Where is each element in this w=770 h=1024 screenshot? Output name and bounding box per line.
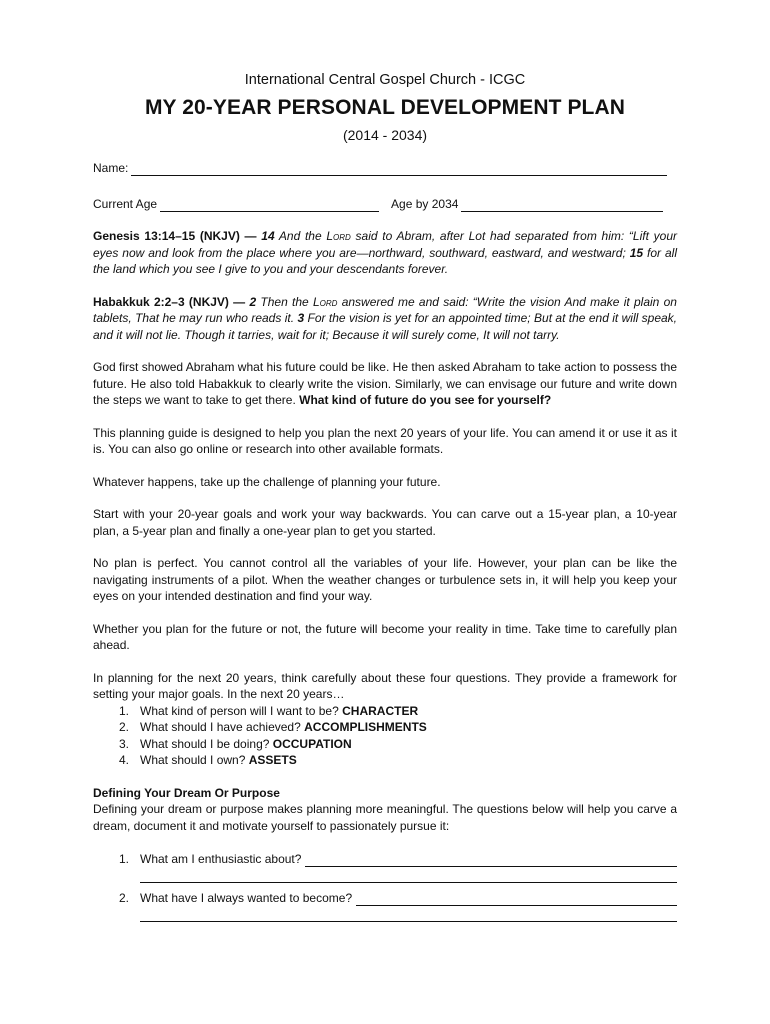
- question-text: What should I own?: [140, 753, 246, 767]
- document-title: MY 20-YEAR PERSONAL DEVELOPMENT PLAN: [144, 96, 626, 119]
- four-questions-list: [93, 703, 677, 769]
- paragraph-four-questions: In planning for the next 20 years, think carefully about these four questions. They provide a framework for setting your major goals. In the next 20 years…: [93, 670, 677, 701]
- habakkuk-passage: [93, 294, 677, 344]
- age-by-field[interactable]: [461, 199, 663, 212]
- document-content: [93, 70, 677, 922]
- list-number: 1.: [118, 703, 129, 718]
- question-text: What kind of person will I want to be?: [140, 703, 339, 718]
- dream-question-2: [93, 889, 677, 906]
- question-tag: ACCOMPLISHMENTS: [304, 720, 427, 734]
- genesis-reference: Genesis 13:14–15 (NKJV) —: [93, 229, 257, 243]
- paragraph-plan-ahead: Whether you plan for the future or not, the future will become your reality in time. Take time to carefully plan ahead.: [93, 621, 677, 652]
- list-item: [93, 703, 677, 720]
- question-text: What should I have achieved?: [140, 720, 301, 734]
- organization-name: International Central Gospel Church - ICGC: [244, 72, 526, 88]
- list-item: [93, 736, 677, 753]
- list-number: 4.: [118, 753, 129, 767]
- paragraph-challenge: Whatever happens, take up the challenge of planning your future.: [93, 474, 441, 489]
- question-text: What should I be doing?: [140, 736, 270, 751]
- genesis-lord: Lord: [326, 229, 351, 243]
- paragraph-no-plan-perfect: No plan is perfect. You cannot control all the variables of your life. However, your plan can be like the navigating instruments of a pilot. When the weather changes or turbulence sets in, it will help you keep your eyes on your intended destination and find your way.: [93, 556, 677, 603]
- current-age-label: Current Age: [93, 196, 158, 211]
- genesis-text-2: for all the land which you see I give to you and your descendants forever.: [93, 245, 677, 276]
- answer-line[interactable]: [305, 854, 677, 867]
- list-number: 3.: [118, 736, 129, 751]
- age-row: [93, 195, 677, 212]
- dream-question-text: What am I enthusiastic about?: [140, 851, 302, 866]
- list-number: 2.: [118, 890, 129, 905]
- question-tag: OCCUPATION: [272, 736, 352, 751]
- paragraph-abraham-text: God first showed Abraham what his future could be like. He then asked Abraham to take action to possess the future. He also told Habakkuk to clearly write the vision. Similarly, we can envisage our future and write down the steps we want to take to get there.: [93, 360, 677, 407]
- dream-question-1: [93, 850, 677, 867]
- name-row: [93, 159, 677, 176]
- list-item: [93, 752, 677, 769]
- paragraph-work-backwards: Start with your 20-year goals and work your way backwards. You can carve out a 15-year plan, a 10-year plan, a 5-year plan and finally a one-year plan to get you started.: [93, 507, 677, 538]
- answer-line-continued[interactable]: [140, 909, 677, 922]
- list-number: 1.: [118, 851, 129, 866]
- verse-number-3: 3: [297, 311, 305, 325]
- habakkuk-reference: Habakkuk 2:2–3 (NKJV) —: [93, 294, 246, 309]
- verse-number-2: 2: [249, 294, 257, 309]
- name-field[interactable]: [131, 163, 667, 176]
- habakkuk-text-1a: Then the: [260, 294, 309, 309]
- list-number: 2.: [118, 720, 129, 734]
- answer-line[interactable]: [356, 893, 677, 906]
- current-age-field[interactable]: [160, 199, 379, 212]
- dream-questions: [93, 850, 677, 922]
- habakkuk-lord: Lord: [312, 294, 338, 309]
- question-tag: ASSETS: [248, 753, 297, 767]
- personal-fields: [93, 159, 677, 212]
- name-label: Name:: [93, 160, 129, 175]
- plan-years: (2014 - 2034): [342, 127, 428, 143]
- question-tag: CHARACTER: [342, 703, 419, 718]
- habakkuk-text-1b: answered me and said: “Write the vision And make it plain on tablets, That he may run who reads it.: [93, 294, 677, 325]
- verse-number-15: 15: [629, 245, 644, 260]
- age-by-label: Age by 2034: [391, 196, 459, 211]
- verse-number-14: 14: [261, 229, 275, 243]
- paragraph-planning-guide: This planning guide is designed to help you plan the next 20 years of your life. You can amend it or use it as it is. You can also go online or research into other available formats.: [93, 425, 677, 456]
- list-item: [93, 719, 677, 736]
- genesis-text-1a: And the: [278, 229, 322, 243]
- genesis-text-1b: said to Abram, after Lot had separated from him: “Lift your eyes now and look from the place where you are—northward, southward, eastward, and westward;: [93, 229, 677, 260]
- section-heading-dream: Defining Your Dream Or Purpose: [93, 785, 280, 800]
- genesis-passage: [93, 228, 677, 278]
- paragraph-abraham-question: What kind of future do you see for yourself?: [299, 393, 552, 407]
- dream-question-text: What have I always wanted to become?: [140, 890, 353, 905]
- paragraph-dream-intro: Defining your dream or purpose makes planning more meaningful. The questions below will help you carve a dream, document it and motivate yourself to passionately pursue it:: [93, 802, 677, 833]
- habakkuk-text-2: For the vision is yet for an appointed time; But at the end it will speak, and it will not lie. Though it tarries, wait for it; Because it will surely come, It will not tarry.: [93, 311, 678, 342]
- paragraph-abraham: [93, 359, 677, 409]
- answer-line-continued[interactable]: [140, 870, 677, 883]
